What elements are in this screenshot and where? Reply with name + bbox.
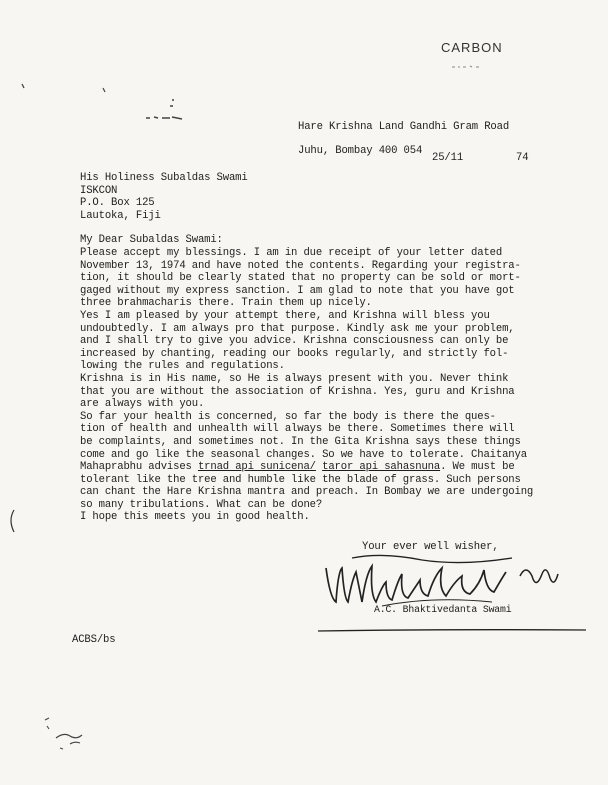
body-line: are always with you. [80,398,205,411]
letter-body [80,247,580,524]
body-line: I hope this meets you in good health. [80,511,310,524]
quote-prefix: Mahaprabhu advises [80,461,198,474]
carbon-stamp: CARBON [441,40,503,55]
recipient-line-2: ISKCON [80,184,118,197]
body-line: Please accept my blessings. I am in due receipt of your letter dated [80,247,503,259]
quote-suffix: . We must be [440,461,515,474]
quote-sanskrit-2: taror api sahasnuna [322,461,441,474]
address-line-1: Hare Krishna Land Gandhi Gram Road [298,121,510,133]
signature-rule [318,628,588,634]
body-paragraphs-continued [80,474,580,524]
body-line: and I shall try to give you advice. Krishna consciousness can only be [80,335,509,348]
recipient-line-4: Lautoka, Fiji [80,209,161,222]
letter-year: 74 [516,152,529,164]
salutation: My Dear Subaldas Swami: [80,234,223,246]
body-line: gaged without my express sanction. I am glad to note that you have got [80,284,515,297]
body-line: So far your health is concerned, so far the body is there the ques- [80,410,496,423]
recipient-line-3: P.O. Box 125 [80,197,155,209]
closing-phrase: Your ever well wisher, [362,541,499,553]
body-line: be complaints, and sometimes not. In the Gita Krishna says these things [80,435,521,448]
recipient-block [80,172,248,222]
body-line: tion, it should be clearly stated that no property can be sold or mort- [80,272,521,285]
quote-line [80,461,580,474]
address-line-2: Juhu, Bombay 400 054 [298,145,423,157]
typist-initials: ACBS/bs [72,634,116,646]
body-line: Krishna is in His name, so He is always present with you. Never think [80,372,509,385]
body-line: increased by chanting, reading our books regularly, and strictly fol- [80,347,509,360]
body-line: so many tribulations. What can be done? [80,498,323,511]
body-line: that you are without the association of Krishna. Yes, guru and Krishna [80,385,515,398]
body-line: tolerant like the tree and humble like the blade of grass. Such persons [80,473,521,486]
body-line: tion of health and unhealth will always be there. Sometimes there will [80,423,515,436]
body-line: can chant the Hare Krishna mantra and preach. In Bombay we are undergoing [80,486,534,499]
recipient-line-1: His Holiness Subaldas Swami [80,172,248,184]
body-line: November 13, 1974 and have noted the contents. Regarding your registra- [80,259,521,272]
quote-sanskrit-1: trnad api sunicena/ [197,461,316,474]
body-line: Yes I am pleased by your attempt there, and Krishna will bless you [80,309,490,322]
signer-name: A.C. Bhaktivedanta Swami [374,604,512,615]
body-line: undoubtedly. I am always pro that purpose. Kindly ask me your problem, [80,322,515,335]
body-paragraphs [80,247,580,461]
sender-address [298,121,509,169]
body-line: three brahmacharis there. Train them up nicely. [80,297,372,310]
body-line: lowing the rules and regulations. [80,360,285,373]
body-line: come and go like the seasonal changes. So we have to tolerate. Chaitanya [80,448,527,461]
letter-date: 25/11 [432,152,464,164]
